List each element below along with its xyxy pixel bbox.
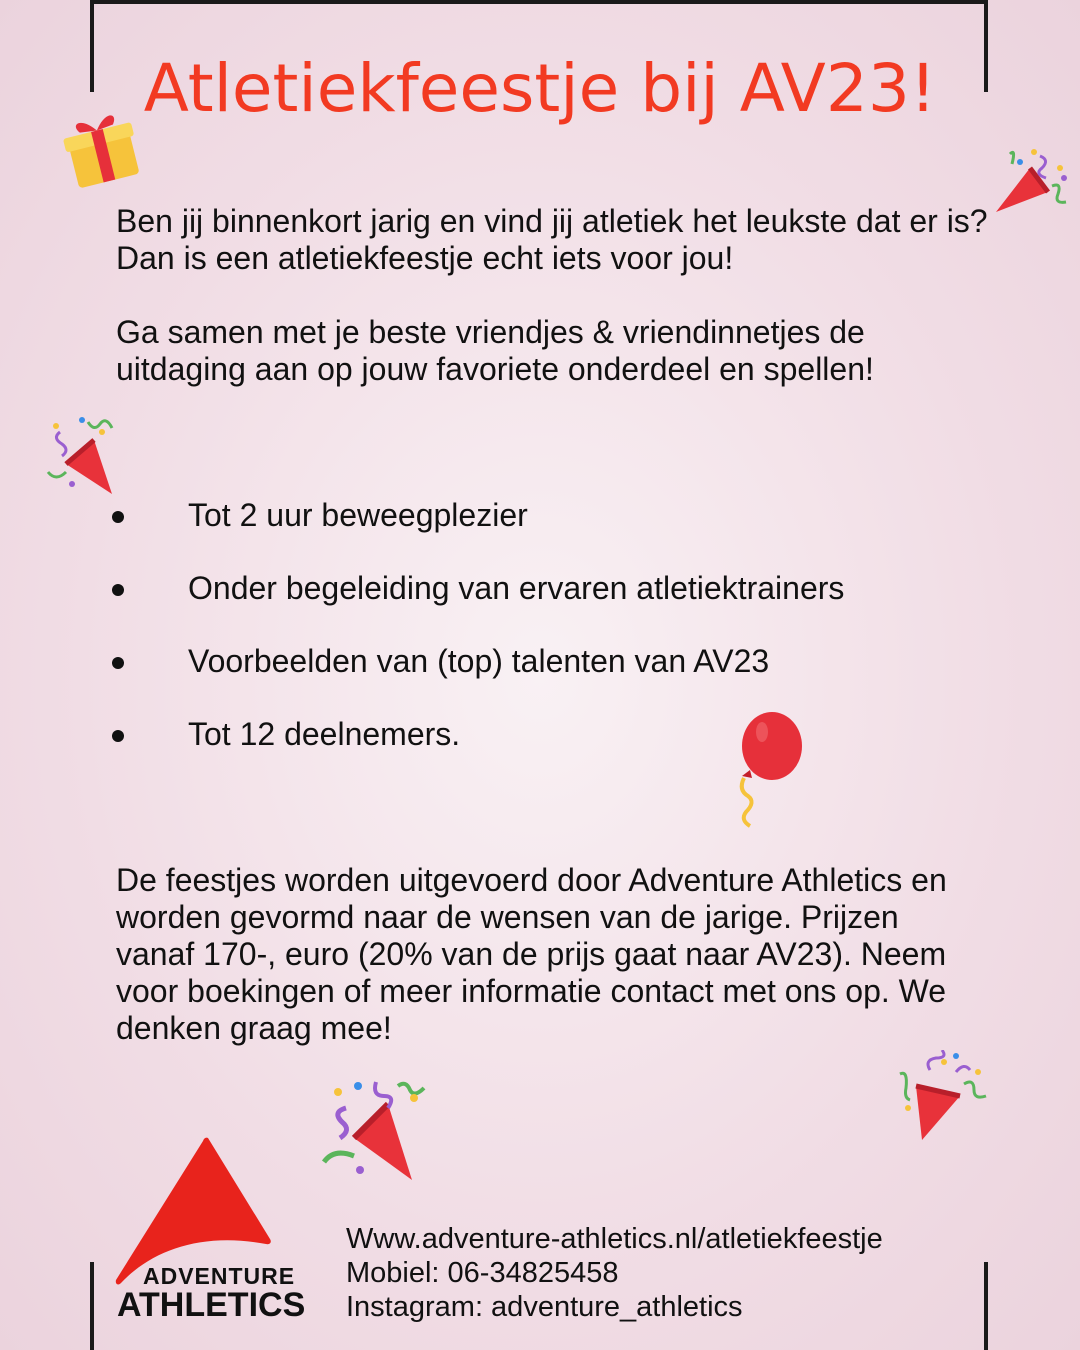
bullet-dot	[112, 584, 124, 596]
party-popper-icon	[990, 146, 1074, 226]
website-link[interactable]: Www.adventure-athletics.nl/atletiekfeestje	[346, 1223, 883, 1255]
details-text: De feestjes worden uitgevoerd door Adventure Athletics en worden gevormd naar de wensen van de jarige. Prijzen vanaf 170-, euro (20% van de prijs gaat naar AV23). Neem voor boekingen of meer informatie contact met ons op. We denken graag mee!	[116, 862, 947, 1046]
frame-right-bottom-line	[984, 1262, 988, 1350]
logo-text-adventure: ADVENTURE	[143, 1263, 296, 1289]
bullet-dot	[112, 511, 124, 523]
party-popper-icon	[318, 1074, 434, 1186]
gift-icon	[58, 104, 144, 190]
page-title: Atletiekfeestje bij AV23!	[143, 50, 937, 127]
instagram-handle: Instagram: adventure_athletics	[346, 1291, 743, 1323]
logo-text-athletics: ATHLETICS	[117, 1286, 306, 1324]
frame-top-line	[92, 0, 988, 4]
frame-left-bottom-line	[90, 1262, 94, 1350]
contact-info	[346, 1222, 883, 1324]
party-popper-icon	[894, 1050, 990, 1144]
challenge-text: Ga samen met je beste vriendjes & vriendinnetjes de uitdaging aan op jouw favoriete onderdeel en spellen!	[116, 314, 874, 387]
balloon-icon	[728, 708, 808, 828]
party-popper-icon	[42, 414, 130, 498]
bullet-dot	[112, 657, 124, 669]
mobile-number: Mobiel: 06-34825458	[346, 1257, 619, 1289]
bullet-dot	[112, 730, 124, 742]
intro-text: Ben jij binnenkort jarig en vind jij atletiek het leukste dat er is? Dan is een atletiekfeestje echt iets voor jou!	[116, 203, 988, 276]
